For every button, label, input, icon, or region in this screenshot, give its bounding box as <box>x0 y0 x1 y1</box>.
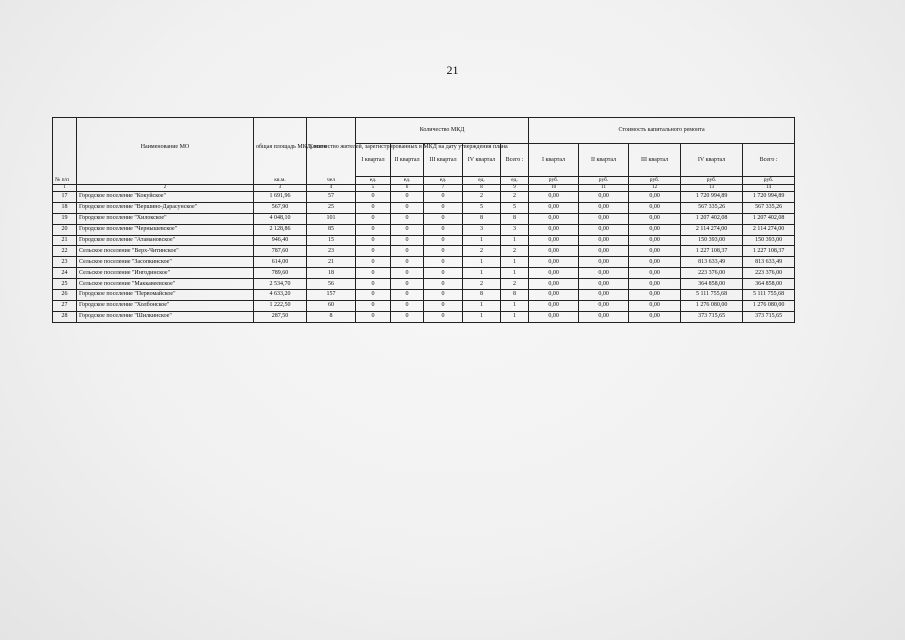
table-row <box>53 300 795 311</box>
cost-q2-cell: 0,00 <box>579 268 629 279</box>
unit-count: ед. <box>501 177 529 185</box>
cost-total-cell: 567 335,26 <box>743 202 795 213</box>
cost-q1-cell: 0,00 <box>529 224 579 235</box>
unit-count: ед. <box>424 177 463 185</box>
table-body <box>53 192 795 323</box>
municipality-name-cell: Сельское поселение "Засопкинское" <box>77 257 254 268</box>
mkd-q4-cell: 1 <box>463 300 501 311</box>
municipality-name-cell: Городское поселение "Шилкинское" <box>77 311 254 322</box>
cost-q2-cell: 0,00 <box>579 300 629 311</box>
unit-area: кв.м. <box>254 177 307 185</box>
municipality-name-cell: Городское поселение "Первомайское" <box>77 290 254 301</box>
header-mkd-count: Количество МКД <box>356 118 529 144</box>
header-row-num: № п/п <box>53 177 77 185</box>
mkd-total-cell: 1 <box>501 300 529 311</box>
row-number-cell: 17 <box>53 192 77 203</box>
cost-q1-cell: 0,00 <box>529 202 579 213</box>
column-number: 6 <box>391 185 424 192</box>
mkd-q1-cell: 0 <box>356 213 391 224</box>
cost-q4-cell: 223 376,00 <box>681 268 743 279</box>
cost-q1-cell: 0,00 <box>529 213 579 224</box>
cost-q1-cell: 0,00 <box>529 257 579 268</box>
cost-q2-cell: 0,00 <box>579 192 629 203</box>
mkd-q2-cell: 0 <box>391 311 424 322</box>
mkd-q1-cell: 0 <box>356 257 391 268</box>
row-number-cell: 25 <box>53 279 77 290</box>
total-area-cell: 2 128,86 <box>254 224 307 235</box>
column-number: 13 <box>681 185 743 192</box>
cost-total-cell: 5 111 755,68 <box>743 290 795 301</box>
mkd-q4-cell: 5 <box>463 202 501 213</box>
mkd-q4-cell: 8 <box>463 290 501 301</box>
cost-q2-cell: 0,00 <box>579 224 629 235</box>
mkd-total-cell: 5 <box>501 202 529 213</box>
unit-residents: чел <box>307 177 356 185</box>
residents-count-cell: 21 <box>307 257 356 268</box>
mkd-q2-cell: 0 <box>391 202 424 213</box>
mkd-q3-cell: 0 <box>424 300 463 311</box>
cost-total-cell: 1 276 080,00 <box>743 300 795 311</box>
cost-q3-cell: 0,00 <box>629 202 681 213</box>
column-number: 2 <box>77 185 254 192</box>
mkd-q4-cell: 2 <box>463 246 501 257</box>
mkd-q4-cell: 2 <box>463 192 501 203</box>
mkd-total-cell: 1 <box>501 311 529 322</box>
cost-q3-cell: 0,00 <box>629 235 681 246</box>
mkd-q3-cell: 0 <box>424 268 463 279</box>
mkd-q1-cell: 0 <box>356 290 391 301</box>
municipality-name-cell: Городское поселение "Атамановское" <box>77 235 254 246</box>
cost-q4-cell: 5 111 755,68 <box>681 290 743 301</box>
mkd-q2-cell: 0 <box>391 279 424 290</box>
header-mkd-q3: III квартал <box>424 144 463 177</box>
municipality-name-cell: Сельское поселение "Ингодинское" <box>77 268 254 279</box>
mkd-q3-cell: 0 <box>424 235 463 246</box>
residents-count-cell: 85 <box>307 224 356 235</box>
cost-q3-cell: 0,00 <box>629 290 681 301</box>
unit-rub: руб. <box>681 177 743 185</box>
mkd-q2-cell: 0 <box>391 300 424 311</box>
unit-count: ед. <box>356 177 391 185</box>
cost-q2-cell: 0,00 <box>579 246 629 257</box>
cost-q1-cell: 0,00 <box>529 192 579 203</box>
mkd-q4-cell: 1 <box>463 311 501 322</box>
municipality-name-cell: Сельское поселение "Верх-Читинское" <box>77 246 254 257</box>
mkd-total-cell: 2 <box>501 279 529 290</box>
row-number-cell: 28 <box>53 311 77 322</box>
mkd-q3-cell: 0 <box>424 246 463 257</box>
unit-count: ед. <box>463 177 501 185</box>
cost-q4-cell: 567 335,26 <box>681 202 743 213</box>
cost-q3-cell: 0,00 <box>629 311 681 322</box>
mkd-q2-cell: 0 <box>391 290 424 301</box>
header-mkd-total: Всего : <box>501 144 529 177</box>
total-area-cell: 1 222,50 <box>254 300 307 311</box>
cost-q1-cell: 0,00 <box>529 246 579 257</box>
row-number-cell: 22 <box>53 246 77 257</box>
cost-total-cell: 373 715,65 <box>743 311 795 322</box>
residents-count-cell: 15 <box>307 235 356 246</box>
unit-rub: руб. <box>529 177 579 185</box>
row-number-cell: 24 <box>53 268 77 279</box>
residents-count-cell: 57 <box>307 192 356 203</box>
cost-q4-cell: 1 227 108,37 <box>681 246 743 257</box>
unit-name-blank <box>77 177 254 185</box>
residents-count-cell: 101 <box>307 213 356 224</box>
capital-repair-table <box>52 117 795 323</box>
header-mkd-q4: IV квартал <box>463 144 501 177</box>
table-row <box>53 290 795 301</box>
total-area-cell: 787,60 <box>254 246 307 257</box>
mkd-q2-cell: 0 <box>391 224 424 235</box>
mkd-q3-cell: 0 <box>424 192 463 203</box>
residents-count-cell: 18 <box>307 268 356 279</box>
header-cost-q4: IV квартал <box>681 144 743 177</box>
cost-q1-cell: 0,00 <box>529 311 579 322</box>
mkd-q1-cell: 0 <box>356 235 391 246</box>
mkd-q2-cell: 0 <box>391 213 424 224</box>
total-area-cell: 946,40 <box>254 235 307 246</box>
total-area-cell: 2 534,70 <box>254 279 307 290</box>
mkd-q4-cell: 1 <box>463 268 501 279</box>
mkd-q3-cell: 0 <box>424 202 463 213</box>
unit-rub: руб. <box>743 177 795 185</box>
mkd-q2-cell: 0 <box>391 268 424 279</box>
header-mkd-q1: I квартал <box>356 144 391 177</box>
page-number: 21 <box>446 63 459 77</box>
mkd-q3-cell: 0 <box>424 224 463 235</box>
mkd-q4-cell: 1 <box>463 257 501 268</box>
column-number: 1 <box>53 185 77 192</box>
cost-q3-cell: 0,00 <box>629 257 681 268</box>
mkd-q2-cell: 0 <box>391 246 424 257</box>
column-number: 4 <box>307 185 356 192</box>
cost-total-cell: 1 720 994,89 <box>743 192 795 203</box>
row-number-cell: 21 <box>53 235 77 246</box>
mkd-q2-cell: 0 <box>391 192 424 203</box>
column-number: 12 <box>629 185 681 192</box>
row-number-cell: 19 <box>53 213 77 224</box>
total-area-cell: 287,50 <box>254 311 307 322</box>
header-area: общая площадь МКД, всего <box>254 118 307 177</box>
total-area-cell: 789,60 <box>254 268 307 279</box>
mkd-total-cell: 1 <box>501 235 529 246</box>
mkd-q1-cell: 0 <box>356 311 391 322</box>
municipality-name-cell: Городское поселение "Хилокское" <box>77 213 254 224</box>
mkd-q3-cell: 0 <box>424 257 463 268</box>
header-cost-q2: II квартал <box>579 144 629 177</box>
table-row <box>53 311 795 322</box>
mkd-q1-cell: 0 <box>356 192 391 203</box>
mkd-q3-cell: 0 <box>424 290 463 301</box>
mkd-q2-cell: 0 <box>391 257 424 268</box>
column-number: 8 <box>463 185 501 192</box>
cost-q4-cell: 373 715,65 <box>681 311 743 322</box>
mkd-q1-cell: 0 <box>356 202 391 213</box>
mkd-total-cell: 1 <box>501 257 529 268</box>
cost-q4-cell: 364 858,00 <box>681 279 743 290</box>
table-row <box>53 279 795 290</box>
mkd-total-cell: 8 <box>501 290 529 301</box>
cost-q2-cell: 0,00 <box>579 279 629 290</box>
municipality-name-cell: Городское поселение "Холбонское" <box>77 300 254 311</box>
column-number: 5 <box>356 185 391 192</box>
municipality-name-cell: Городское поселение "Кокуйское" <box>77 192 254 203</box>
cost-total-cell: 150 393,00 <box>743 235 795 246</box>
mkd-q3-cell: 0 <box>424 213 463 224</box>
cost-q3-cell: 0,00 <box>629 279 681 290</box>
header-cost-q3: III квартал <box>629 144 681 177</box>
table-row <box>53 224 795 235</box>
mkd-q4-cell: 8 <box>463 213 501 224</box>
cost-q1-cell: 0,00 <box>529 290 579 301</box>
mkd-q2-cell: 0 <box>391 235 424 246</box>
mkd-total-cell: 2 <box>501 246 529 257</box>
table-row <box>53 202 795 213</box>
cost-q1-cell: 0,00 <box>529 300 579 311</box>
total-area-cell: 4 633,20 <box>254 290 307 301</box>
header-cost-total: Всего : <box>743 144 795 177</box>
cost-q4-cell: 1 720 994,89 <box>681 192 743 203</box>
table-row <box>53 257 795 268</box>
cost-q4-cell: 1 276 080,00 <box>681 300 743 311</box>
cost-q2-cell: 0,00 <box>579 257 629 268</box>
table-row <box>53 246 795 257</box>
header-name: Наименование МО <box>77 118 254 177</box>
municipality-name-cell: Городское поселение "Чернышевское" <box>77 224 254 235</box>
total-area-cell: 4 048,10 <box>254 213 307 224</box>
header-residents: Количество жителей, зарегистрированных в МКД на дату утверждения плана <box>307 118 356 177</box>
row-number-cell: 27 <box>53 300 77 311</box>
cost-q4-cell: 2 114 274,00 <box>681 224 743 235</box>
cost-q2-cell: 0,00 <box>579 290 629 301</box>
residents-count-cell: 56 <box>307 279 356 290</box>
cost-q1-cell: 0,00 <box>529 279 579 290</box>
table-row <box>53 235 795 246</box>
mkd-q1-cell: 0 <box>356 224 391 235</box>
cost-total-cell: 2 114 274,00 <box>743 224 795 235</box>
cost-q4-cell: 1 207 402,08 <box>681 213 743 224</box>
unit-rub: руб. <box>629 177 681 185</box>
mkd-total-cell: 2 <box>501 192 529 203</box>
mkd-q1-cell: 0 <box>356 279 391 290</box>
column-number: 14 <box>743 185 795 192</box>
cost-q3-cell: 0,00 <box>629 213 681 224</box>
header-mkd-q2: II квартал <box>391 144 424 177</box>
cost-total-cell: 364 858,00 <box>743 279 795 290</box>
column-number: 11 <box>579 185 629 192</box>
cost-q3-cell: 0,00 <box>629 268 681 279</box>
mkd-total-cell: 8 <box>501 213 529 224</box>
cost-total-cell: 1 227 108,37 <box>743 246 795 257</box>
municipality-name-cell: Городское поселение "Вершино-Дарасунское" <box>77 202 254 213</box>
row-number-cell: 18 <box>53 202 77 213</box>
column-number: 10 <box>529 185 579 192</box>
table-row <box>53 268 795 279</box>
mkd-q3-cell: 0 <box>424 311 463 322</box>
cost-q3-cell: 0,00 <box>629 246 681 257</box>
column-number: 9 <box>501 185 529 192</box>
row-number-cell: 23 <box>53 257 77 268</box>
mkd-q1-cell: 0 <box>356 246 391 257</box>
cost-q3-cell: 0,00 <box>629 224 681 235</box>
header-row-num-blank <box>53 118 77 177</box>
unit-rub: руб. <box>579 177 629 185</box>
mkd-q4-cell: 2 <box>463 279 501 290</box>
table-row <box>53 213 795 224</box>
mkd-q3-cell: 0 <box>424 279 463 290</box>
cost-q2-cell: 0,00 <box>579 213 629 224</box>
cost-q4-cell: 813 633,49 <box>681 257 743 268</box>
header-cost-q1: I квартал <box>529 144 579 177</box>
mkd-total-cell: 1 <box>501 268 529 279</box>
residents-count-cell: 60 <box>307 300 356 311</box>
mkd-total-cell: 3 <box>501 224 529 235</box>
cost-q2-cell: 0,00 <box>579 202 629 213</box>
cost-total-cell: 1 207 402,08 <box>743 213 795 224</box>
mkd-q4-cell: 3 <box>463 224 501 235</box>
column-number: 7 <box>424 185 463 192</box>
total-area-cell: 1 691,96 <box>254 192 307 203</box>
residents-count-cell: 23 <box>307 246 356 257</box>
residents-count-cell: 8 <box>307 311 356 322</box>
cost-q3-cell: 0,00 <box>629 192 681 203</box>
cost-total-cell: 223 376,00 <box>743 268 795 279</box>
cost-q1-cell: 0,00 <box>529 235 579 246</box>
municipality-name-cell: Сельское поселение "Маккавеевское" <box>77 279 254 290</box>
residents-count-cell: 25 <box>307 202 356 213</box>
row-number-cell: 20 <box>53 224 77 235</box>
cost-q3-cell: 0,00 <box>629 300 681 311</box>
residents-count-cell: 157 <box>307 290 356 301</box>
cost-total-cell: 813 633,49 <box>743 257 795 268</box>
header-repair-cost: Стоимость капитального ремонта <box>529 118 795 144</box>
cost-q1-cell: 0,00 <box>529 268 579 279</box>
row-number-cell: 26 <box>53 290 77 301</box>
mkd-q1-cell: 0 <box>356 268 391 279</box>
total-area-cell: 614,00 <box>254 257 307 268</box>
cost-q2-cell: 0,00 <box>579 235 629 246</box>
column-number: 3 <box>254 185 307 192</box>
mkd-q4-cell: 1 <box>463 235 501 246</box>
cost-q2-cell: 0,00 <box>579 311 629 322</box>
unit-count: ед. <box>391 177 424 185</box>
cost-q4-cell: 150 393,00 <box>681 235 743 246</box>
total-area-cell: 567,90 <box>254 202 307 213</box>
mkd-q1-cell: 0 <box>356 300 391 311</box>
table-row <box>53 192 795 203</box>
column-numbers-row <box>53 185 795 192</box>
